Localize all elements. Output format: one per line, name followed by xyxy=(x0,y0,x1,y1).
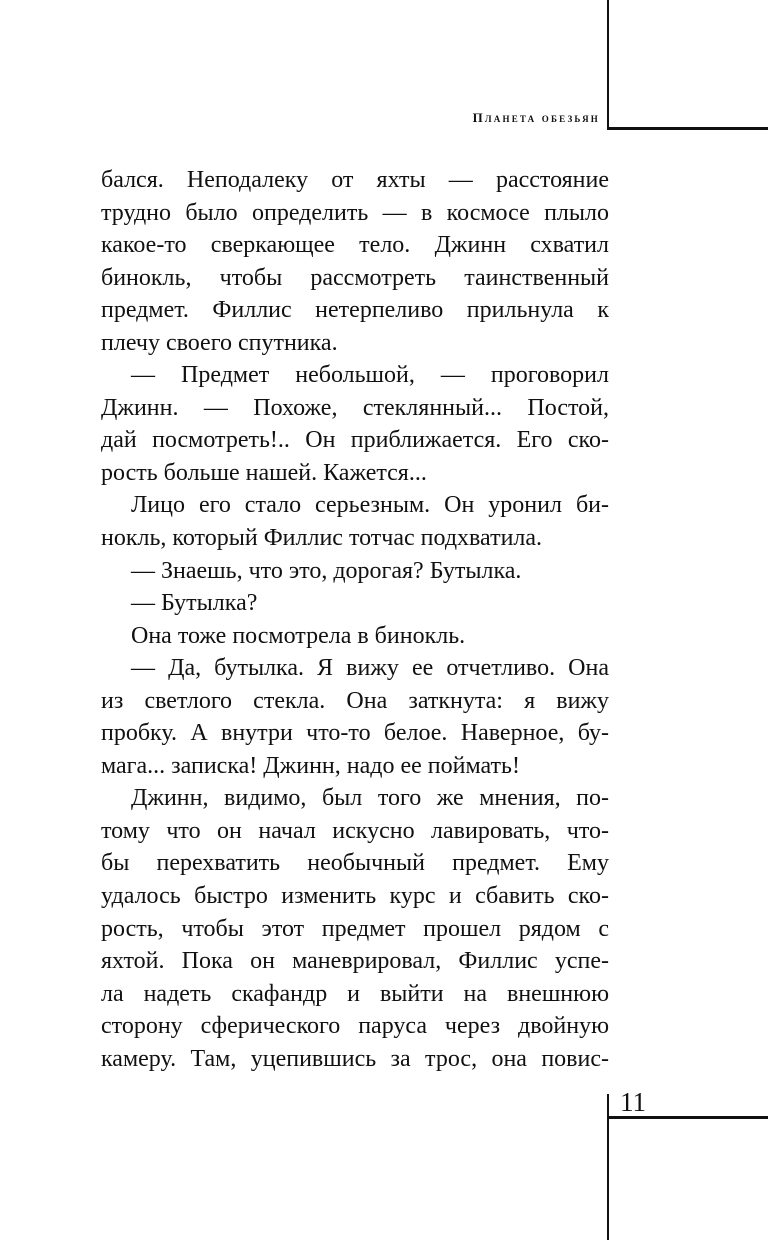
text-line: Джинн, видимо, был того же мнения, по- xyxy=(131,785,609,812)
text-line: пробку. А внутри что-то белое. Наверное, бу- xyxy=(101,720,609,747)
text-line: ла надеть скафандр и выйти на внешнюю xyxy=(101,980,609,1007)
text-line: какое-то сверкающее тело. Джинн схватил xyxy=(101,232,609,259)
text-line: предмет. Филлис нетерпеливо прильнула к xyxy=(101,297,609,324)
text-line: плечу своего спутника. xyxy=(101,329,338,356)
text-line: бы перехватить необычный предмет. Ему xyxy=(101,850,609,877)
body-text xyxy=(101,164,609,1075)
text-line: из светлого стекла. Она заткнута: я вижу xyxy=(101,687,609,714)
text-line: — Да, бутылка. Я вижу ее отчетливо. Она xyxy=(131,655,609,682)
text-line: сторону сферического паруса через двойную xyxy=(101,1013,609,1040)
text-line: тому что он начал искусно лавировать, что- xyxy=(101,817,609,844)
page-number: 11 xyxy=(620,1087,646,1117)
text-line: — Бутылка? xyxy=(131,590,258,617)
text-line: бался. Неподалеку от яхты — расстояние xyxy=(101,167,609,193)
text-line: мага... записка! Джинн, надо ее поймать! xyxy=(101,752,520,779)
top-vertical-rule xyxy=(607,0,609,128)
text-line: Она тоже посмотрела в бинокль. xyxy=(131,622,466,649)
text-line: дай посмотреть!.. Он приближается. Его ско- xyxy=(101,427,609,454)
text-line: камеру. Там, уцепившись за трос, она повис- xyxy=(101,1045,609,1072)
text-line: Джинн. — Похоже, стеклянный... Постой, xyxy=(101,394,609,421)
text-line: удалось быстро изменить курс и сбавить ско- xyxy=(101,883,609,910)
text-line: рость, чтобы этот предмет прошел рядом с xyxy=(101,915,609,942)
text-line: — Знаешь, что это, дорогая? Бутылка. xyxy=(131,557,522,584)
text-line: Лицо его стало серьезным. Он уронил би- xyxy=(131,492,609,519)
text-line: бинокль, чтобы рассмотреть таинственный xyxy=(101,264,609,291)
text-line: — Предмет небольшой, — проговорил xyxy=(131,362,609,389)
text-line: рость больше нашей. Кажется... xyxy=(101,459,427,486)
text-line: нокль, который Филлис тотчас подхватила. xyxy=(101,525,543,552)
text-line: трудно было определить — в космосе плыло xyxy=(101,199,609,226)
bottom-vertical-rule xyxy=(607,1094,609,1240)
text-line: яхтой. Пока он маневрировал, Филлис успе- xyxy=(101,948,609,975)
header-horizontal-rule xyxy=(607,127,768,130)
running-head-title: Планета обезьян xyxy=(472,110,600,125)
